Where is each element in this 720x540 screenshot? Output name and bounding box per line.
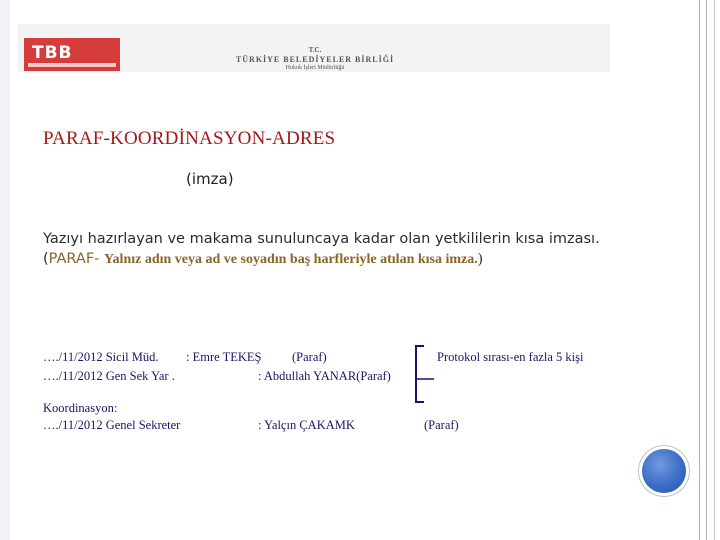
slide [10, 0, 710, 540]
organization-name-block [205, 46, 425, 72]
protocol-note: Protokol sırası-en fazla 5 kişi [437, 350, 584, 364]
row3-paraf: (Paraf) [424, 418, 459, 432]
logo-underline [28, 63, 116, 67]
row1-name: : Emre TEKEŞ [186, 350, 262, 364]
org-name: TÜRKİYE BELEDİYELER BİRLİĞİ [235, 55, 395, 64]
decorative-circle [642, 449, 686, 493]
rail-line [714, 0, 715, 540]
paraf-definition [43, 229, 633, 270]
paraf-description: Yalnız adın veya ad ve soyadın baş harfleriyle atılan kısa imza. [104, 252, 478, 267]
definition-text: Yazıyı hazırlayan ve makama sunuluncaya kadar olan yetkililerin kısa imzası. ( [43, 231, 600, 267]
row1-paraf: (Paraf) [292, 350, 327, 364]
imza-label: (imza) [186, 170, 234, 188]
rail-line [699, 0, 700, 540]
row2-date-title: …./11/2012 Gen Sek Yar . [43, 369, 175, 383]
row3-name: : Yalçın ÇAKAMK [258, 418, 355, 432]
grouping-brace [408, 344, 438, 406]
row1-date-title: …./11/2012 Sicil Müd. [43, 350, 159, 364]
org-department: Hukuk İşleri Müdürlüğü [285, 65, 345, 71]
row2-name: : Abdullah YANAR(Paraf) [258, 369, 391, 383]
paraf-term: PARAF- [48, 251, 104, 267]
right-decorative-rail [690, 0, 720, 540]
tbb-logo [24, 38, 120, 71]
closing-paren: ) [477, 251, 483, 267]
logo-text: TBB [32, 43, 73, 63]
rail-line [706, 0, 707, 540]
row3-date-title: …./11/2012 Genel Sekreter [43, 418, 181, 432]
slide-title: PARAF-KOORDİNASYON-ADRES [43, 128, 336, 149]
org-tc: T.C. [308, 46, 322, 54]
coordination-label: Koordinasyon: [43, 401, 118, 415]
